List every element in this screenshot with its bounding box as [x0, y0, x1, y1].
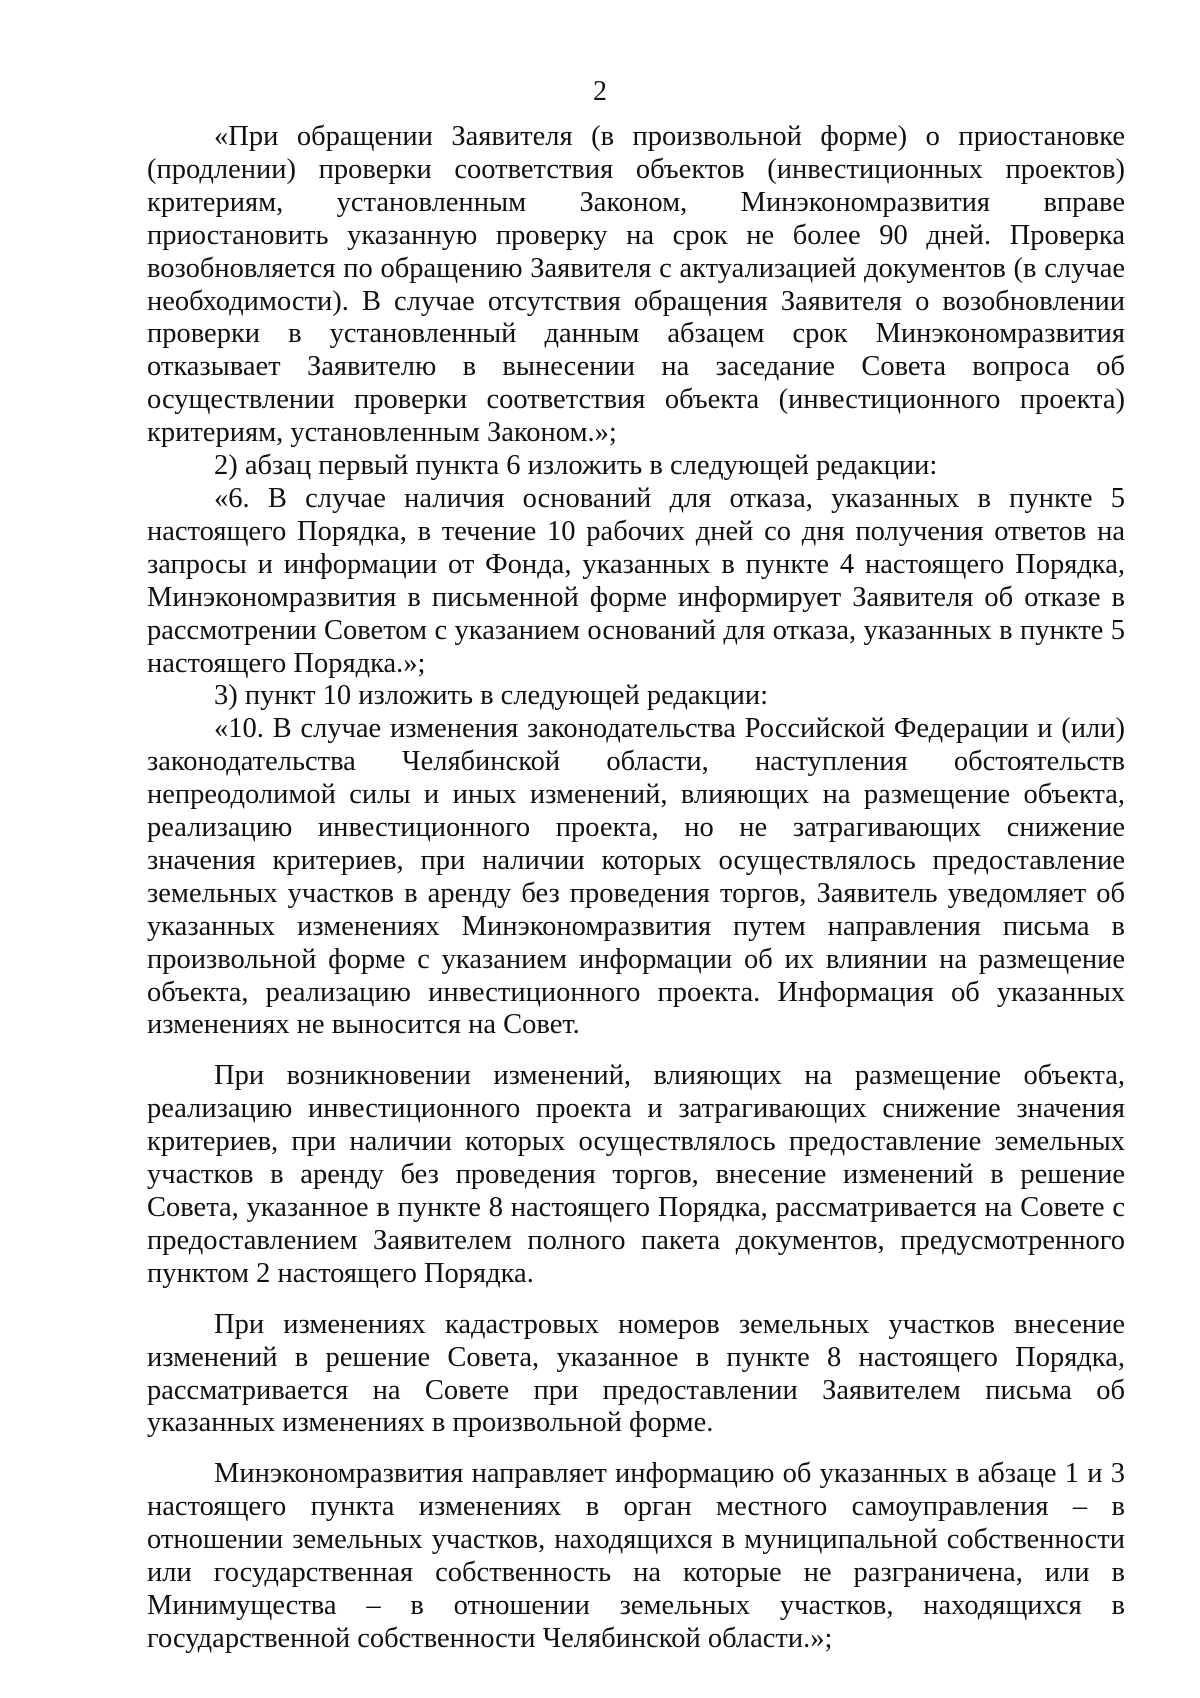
paragraph-amendment-item-3: 3) пункт 10 изложить в следующей редакции:: [214, 680, 769, 712]
paragraph-point-10: «10. В случае изменения законодательства Российской Федерации и (или) законодательства Челябинской области, наступления обстоятельств непреодолимой силы и иных изменений, влияющих на размещение объекта, реализацию инвестиционного проекта, но не затрагивающих снижение значения критериев, при наличии которых осуществлялось предоставление земельных участков в аренду без проведения торгов, Заявитель уведомляет об указанных изменениях Минэкономразвития путем направления письма в произвольной форме с указанием информации об их влиянии на размещение объекта, реализацию инвестиционного проекта. Информация об указанных изменениях не выносится на Совет.: [147, 713, 1125, 1041]
paragraph-point-6: «6. В случае наличия оснований для отказа, указанных в пункте 5 настоящего Порядка, в течение 10 рабочих дней со дня получения ответов на запросы и информации от Фонда, указанных в пункте 4 настоящего Порядка, Минэкономразвития в письменной форме информирует Заявителя об отказе в рассмотрении Советом с указанием оснований для отказа, указанных в пункте 5 настоящего Порядка.»;: [147, 482, 1125, 679]
page-number: 2: [593, 76, 607, 107]
document-body: [147, 121, 1125, 1656]
paragraph-changes-affecting-criteria: При возникновении изменений, влияющих на размещение объекта, реализацию инвестиционного проекта и затрагивающих снижение значения критериев, при наличии которых осуществлялось предоставление земельных участков в аренду без проведения торгов, внесение изменений в решение Совета, указанное в пункте 8 настоящего Порядка, рассматривается на Совете с предоставлением Заявителем полного пакета документов, предусмотренного пунктом 2 настоящего Порядка.: [147, 1060, 1125, 1289]
paragraph-notification: Минэкономразвития направляет информацию об указанных в абзаце 1 и 3 настоящего пункта изменениях в орган местного самоуправления – в отношении земельных участков, находящихся в муниципальной собственности или государственная собственность на которые не разграничена, или в Минимущества – в отношении земельных участков, находящихся в государственной собственности Челябинской области.»;: [147, 1458, 1125, 1654]
paragraph-cadastral-changes: При изменениях кадастровых номеров земельных участков внесение изменений в решение Совета, указанное в пункте 8 настоящего Порядка, рассматривается на Совете при предоставлении Заявителем письма об указанных изменениях в произвольной форме.: [147, 1308, 1125, 1439]
paragraph-amendment-item-2: 2) абзац первый пункта 6 изложить в следующей редакции:: [214, 450, 938, 482]
paragraph-suspension-clause: «При обращении Заявителя (в произвольной форме) о приостановке (продлении) проверки соответствия объектов (инвестиционных проектов) критериям, установленным Законом, Минэкономразвития вправе приостановить указанную проверку на срок не более 90 дней. Проверка возобновляется по обращению Заявителя с актуализацией документов (в случае необходимости). В случае отсутствия обращения Заявителя о возобновлении проверки в установленный данным абзацем срок Минэкономразвития отказывает Заявителю в вынесении на заседание Совета вопроса об осуществлении проверки соответствия объекта (инвестиционного проекта) критериям, установленным Законом.»;: [147, 121, 1125, 449]
